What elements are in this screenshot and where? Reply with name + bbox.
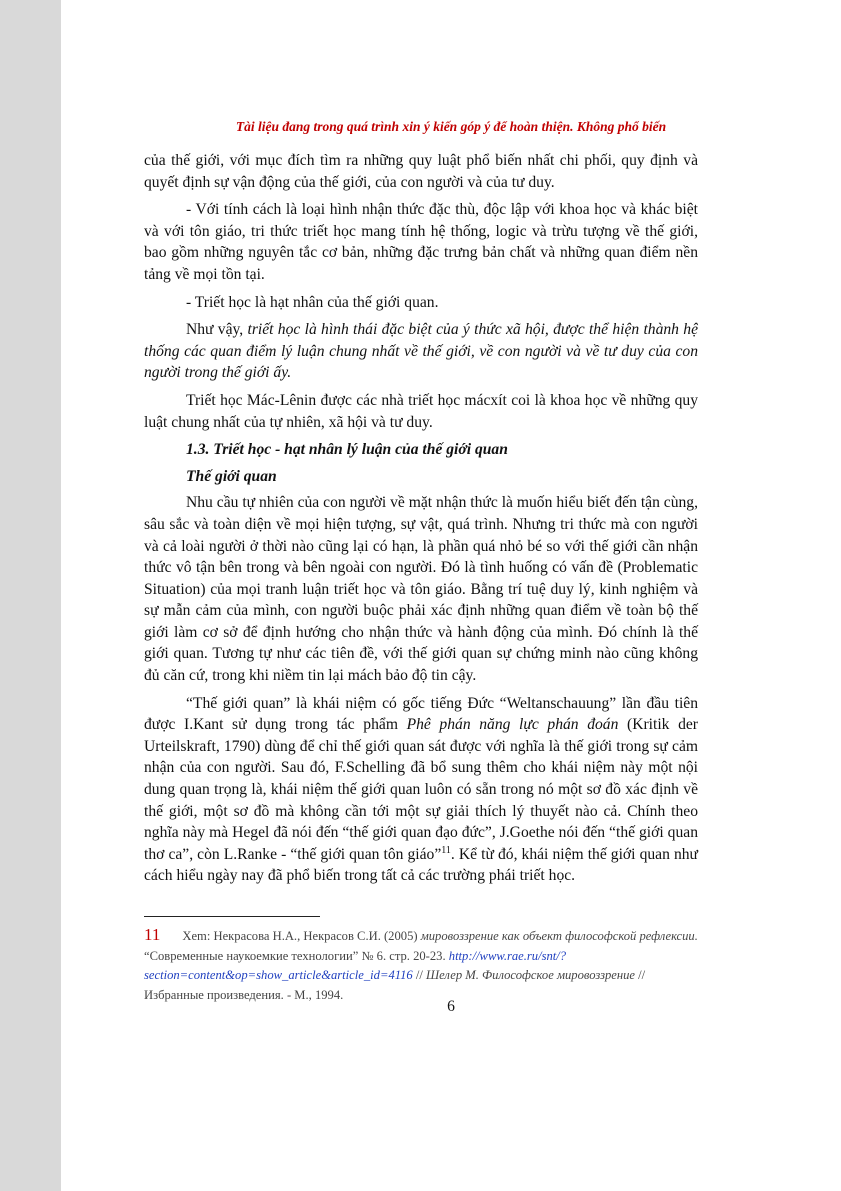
footnote-text: // Избранные произведения. - М., 1994. xyxy=(144,968,646,1002)
paragraph: - Triết học là hạt nhân của thế giới quan. xyxy=(186,293,439,311)
paragraph: Nhu cầu tự nhiên của con người về mặt nhận thức là muốn hiểu biết đến tận cùng, sâu sắc và toàn diện về mọi hiện tượng, sự vật, quá trình. Nhưng tri thức mà con người và cả loài người ở thời nào cũng lại có hạn, là phần quá nhỏ bé so với thế giới cần nhận thức vô tận bên trong và bên ngoài con người. Đó là tình huống có vấn đề (Problematic Situation) của mọi tranh luận triết học và tôn giáo. Bằng trí tuệ duy lý, kinh nghiệm và sự mẫn cảm của mình, con người buộc phải xác định những quan điểm về toàn bộ thế giới làm cơ sở để định hướng cho nhận thức và hành động của mình. Đó chính là thế giới quan. Tương tự như các tiên đề, với thế giới quan sự chứng minh nào cũng không đủ căn cứ, trong khi niềm tin lại mách bảo độ tin cậy. xyxy=(144,494,698,685)
paragraph-lead: Như vậy, xyxy=(186,321,248,339)
paragraph: - Với tính cách là loại hình nhận thức đặc thù, độc lập với khoa học và khác biệt và với tôn giáo, tri thức triết học mang tính hệ thống, logic và trừu tượng về thế giới, bao gồm những nguyên tắc cơ bản, những đặc trưng bản chất và những quan điểm nền tảng về mọi tồn tại. xyxy=(144,201,698,283)
page-number: 6 xyxy=(447,998,455,1015)
paragraph-text: “Thế giới quan” là khái niệm có gốc tiếng Đức “Weltanschauung” lần đầu tiên được I.Kant sử dụng trong tác phẩm xyxy=(144,694,698,734)
footnote-number: 11 xyxy=(144,925,161,944)
footnote-ref[interactable]: 11 xyxy=(441,844,451,856)
paragraph-text: . Kể từ đó, khái niệm thế giới quan như cách hiểu ngày nay đã phổ biến trong tất cả các trường phái triết học. xyxy=(144,845,699,885)
footnote-text: Xem: Некрасова Н.А., Некрасов С.И. (2005) xyxy=(182,929,421,943)
definition-italic: triết học là hình thái đặc biệt của ý thức xã hội, được thể hiện thành hệ thống các quan điểm lý luận chung nhất về thế giới, về con người và về tư duy của con người trong thế giới ấy. xyxy=(144,321,698,382)
subsection-heading: Thế giới quan xyxy=(186,467,277,485)
paragraph-text: (Kritik der Urteilskraft, 1790) dùng để chỉ thế giới quan sát được với nghĩa là thế giới trong sự cảm nhận của con người. Sau đó, F.Schelling đã bổ sung thêm cho khái niệm này một nội dung quan trọng là, khái niệm thế giới quan luôn có sẵn trong nó một sơ đồ xác định về thế giới, một sơ đồ mà không cần tới một sự giải thích lý thuyết nào cả. Chính theo nghĩa này mà Hegel đã nói đến “thế giới quan đạo đức”, J.Goethe nói đến “thế giới quan thơ ca”, còn L.Ranke - “thế giới quan tôn giáo” xyxy=(144,716,698,863)
paragraph xyxy=(144,693,698,887)
footnote-italic: мировоззрение как объект философской рефлексии. xyxy=(420,929,698,943)
footnote-text: // xyxy=(412,968,427,983)
section-heading: 1.3. Triết học - hạt nhân lý luận của thế giới quan xyxy=(186,441,508,459)
draft-notice: Tài liệu đang trong quá trình xin ý kiến góp ý để hoàn thiện. Không phổ biến xyxy=(235,119,667,134)
paragraph xyxy=(144,319,698,384)
document-page xyxy=(61,0,841,1191)
footnote-italic: Шелер М. Философское мировоззрение xyxy=(426,968,636,983)
paragraph: của thế giới, với mục đích tìm ra những quy luật phổ biến nhất chi phối, quy định và quyết định sự vận động của thế giới, của con người và của tư duy. xyxy=(144,152,698,191)
book-title: Phê phán năng lực phán đoán xyxy=(406,716,619,734)
footnote xyxy=(144,925,704,1005)
paragraph: Triết học Mác-Lênin được các nhà triết học mácxít coi là khoa học về những quy luật chung nhất của tự nhiên, xã hội và tư duy. xyxy=(144,391,698,431)
footnote-link[interactable]: http://www.rae.ru/snt/?section=content&op=show_article&article_id=4116 xyxy=(144,948,567,983)
main-text xyxy=(144,150,698,893)
footnote-text: “Современные наукоемкие технологии” № 6. стр. 20-23. xyxy=(144,948,449,963)
footnote-divider xyxy=(144,916,320,917)
